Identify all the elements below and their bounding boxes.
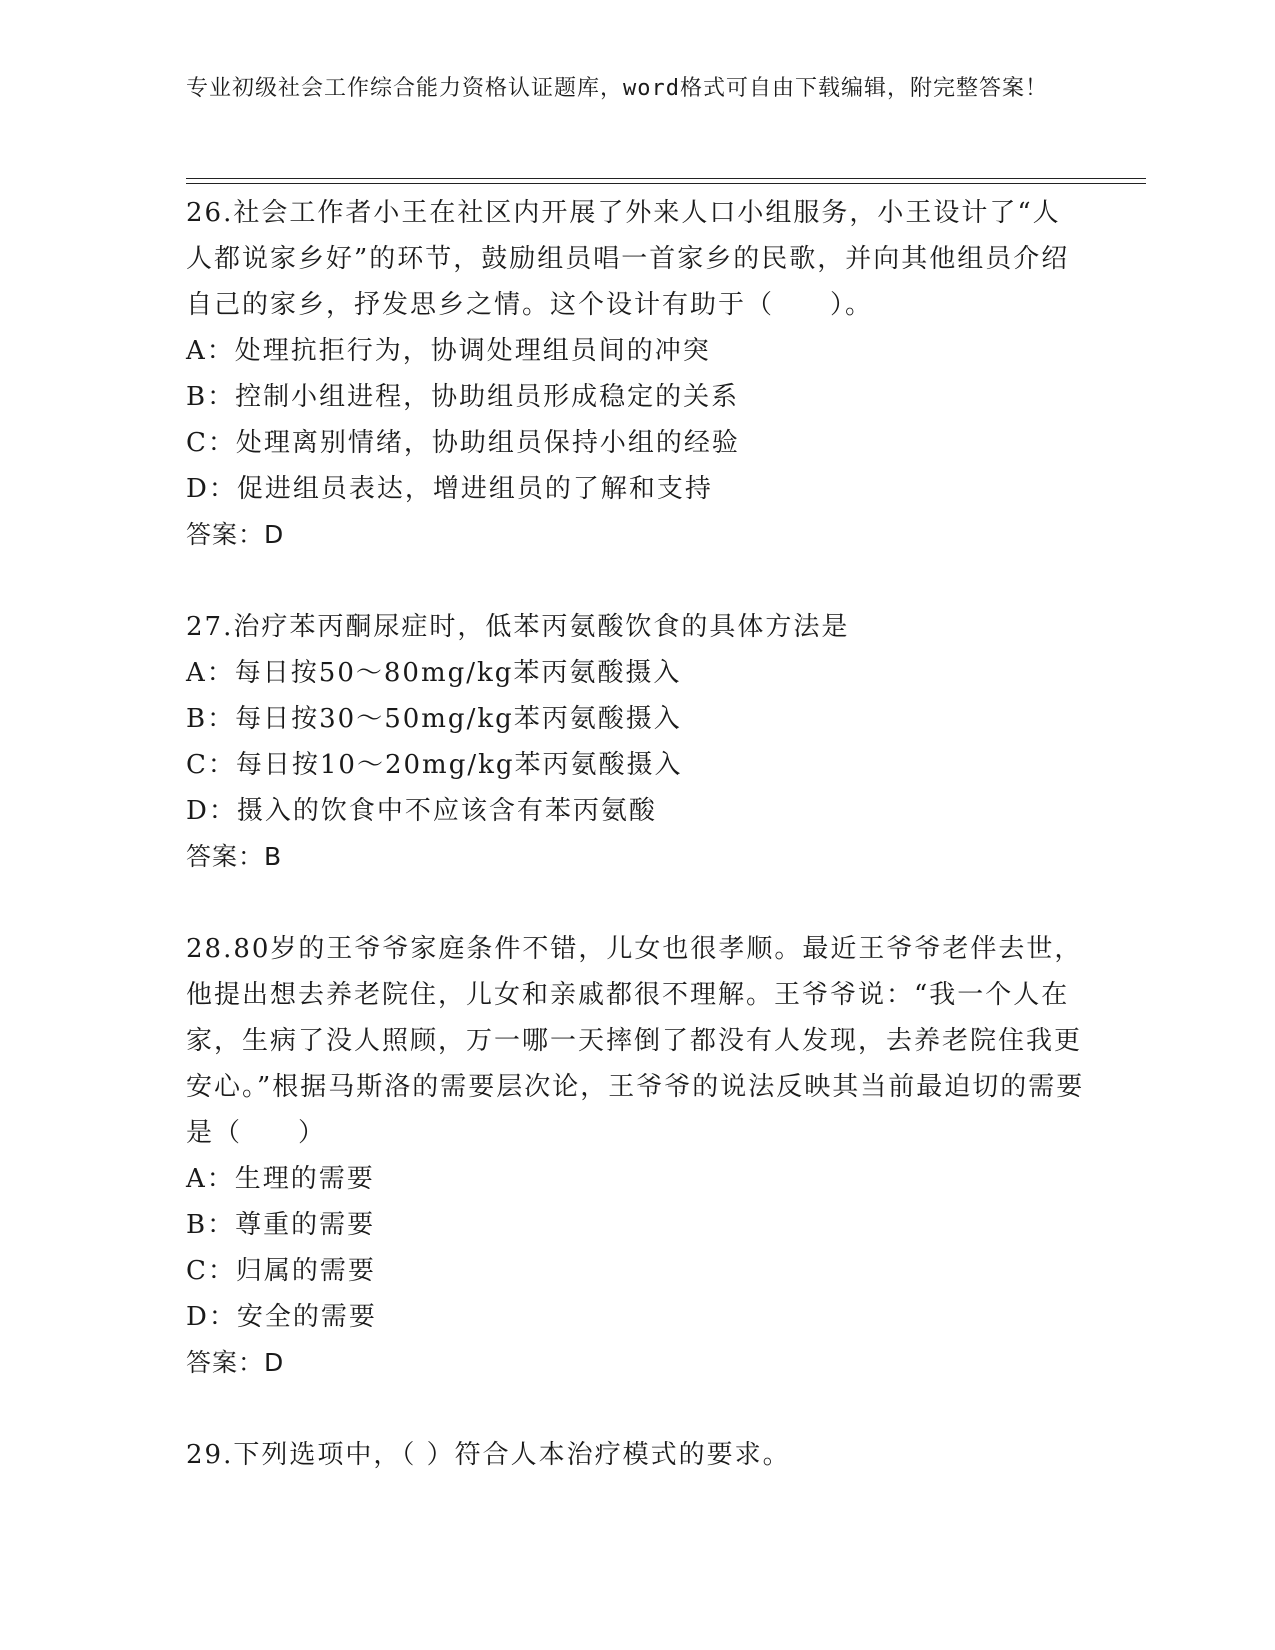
header-divider-top xyxy=(186,178,1146,179)
question-stem: 26.社会工作者小王在社区内开展了外来人口小组服务，小王设计了“人人都说家乡好”的环节，鼓励组员唱一首家乡的民歌，并向其他组员介绍自己的家乡，抒发思乡之情。这个设计有助于（ ）。 xyxy=(186,198,1070,320)
question-stem: 29.下列选项中，（ ）符合人本治疗模式的要求。 xyxy=(186,1440,791,1470)
option-d: D：促进组员表达，增进组员的了解和支持 xyxy=(186,474,713,504)
answer-text: 答案：B xyxy=(186,842,283,871)
option-a: A：生理的需要 xyxy=(186,1164,375,1194)
question-28 xyxy=(186,926,1086,1386)
option-b: B：尊重的需要 xyxy=(186,1210,376,1240)
question-29 xyxy=(186,1432,1086,1478)
option-b: B：控制小组进程，协助组员形成稳定的关系 xyxy=(186,382,740,412)
answer-text: 答案：D xyxy=(186,520,285,549)
option-d: D：安全的需要 xyxy=(186,1302,377,1332)
option-b: B：每日按30～50mg/kg苯丙氨酸摄入 xyxy=(186,704,682,734)
option-c: C：处理离别情绪，协助组员保持小组的经验 xyxy=(186,428,740,458)
answer-text: 答案：D xyxy=(186,1348,285,1377)
question-26 xyxy=(186,190,1086,558)
question-spacer xyxy=(186,1386,1086,1432)
option-d: D：摄入的饮食中不应该含有苯丙氨酸 xyxy=(186,796,657,826)
question-stem: 27.治疗苯丙酮尿症时，低苯丙氨酸饮食的具体方法是 xyxy=(186,612,850,642)
question-spacer xyxy=(186,558,1086,604)
question-27 xyxy=(186,604,1086,880)
question-list xyxy=(186,190,1086,1478)
question-spacer xyxy=(186,880,1086,926)
option-a: A：每日按50～80mg/kg苯丙氨酸摄入 xyxy=(186,658,682,688)
option-c: C：每日按10～20mg/kg苯丙氨酸摄入 xyxy=(186,750,683,780)
page-header: 专业初级社会工作综合能力资格认证题库，word格式可自由下载编辑，附完整答案！ xyxy=(186,76,1048,101)
option-c: C：归属的需要 xyxy=(186,1256,376,1286)
option-a: A：处理抗拒行为，协调处理组员间的冲突 xyxy=(186,336,711,366)
question-stem: 28.80岁的王爷爷家庭条件不错，儿女也很孝顺。最近王爷爷老伴去世，他提出想去养老院住，儿女和亲戚都很不理解。王爷爷说：“我一个人在家，生病了没人照顾，万一哪一天摔倒了都没有人发现，去养老院住我更安心。”根据马斯洛的需要层次论，王爷爷的说法反映其当前最迫切的需要是（ ） xyxy=(186,934,1085,1148)
header-divider-bottom xyxy=(186,183,1146,184)
